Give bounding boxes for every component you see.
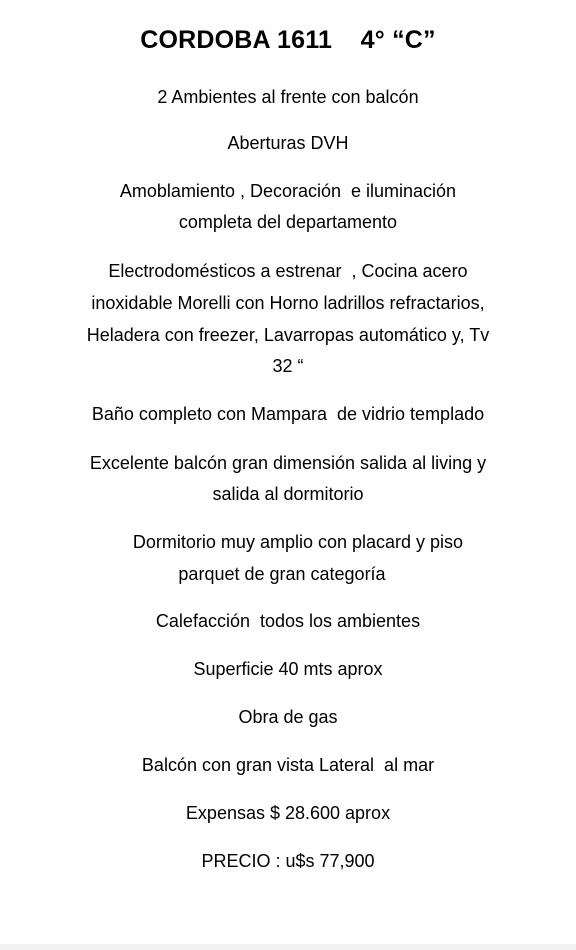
feature-appliances-line-3: Heladera con freezer, Lavarropas automático y, Tv — [86, 325, 490, 345]
feature-appliances-line-4: 32 “ — [272, 356, 304, 376]
listing-title: CORDOBA 1611 4° “C” — [140, 26, 436, 54]
feature-appliances-line-1: Electrodomésticos a estrenar , Cocina acero — [108, 261, 468, 281]
feature-expenses: Expensas $ 28.600 aprox — [185, 803, 391, 823]
feature-surface: Superficie 40 mts aprox — [193, 659, 383, 679]
feature-balcony-line-2: salida al dormitorio — [212, 484, 364, 504]
feature-furnishing-line-2: completa del departamento — [178, 212, 398, 232]
feature-bedroom-line-2: parquet de gran categoría — [178, 564, 386, 584]
feature-sea-view: Balcón con gran vista Lateral al mar — [141, 755, 435, 775]
feature-gas: Obra de gas — [238, 707, 338, 727]
feature-bedroom-line-1: Dormitorio muy amplio con placard y piso — [132, 532, 464, 552]
feature-windows: Aberturas DVH — [227, 133, 349, 153]
feature-balcony-line-1: Excelente balcón gran dimensión salida al living y — [89, 453, 487, 473]
feature-bathroom: Baño completo con Mampara de vidrio templado — [91, 404, 485, 424]
feature-furnishing-line-1: Amoblamiento , Decoración e iluminación — [119, 181, 457, 201]
feature-appliances-line-2: inoxidable Morelli con Horno ladrillos refractarios, — [91, 293, 485, 313]
bottom-divider — [0, 944, 576, 950]
feature-rooms: 2 Ambientes al frente con balcón — [157, 87, 419, 107]
listing-price: PRECIO : u$s 77,900 — [201, 851, 375, 871]
feature-heating: Calefacción todos los ambientes — [155, 611, 421, 631]
